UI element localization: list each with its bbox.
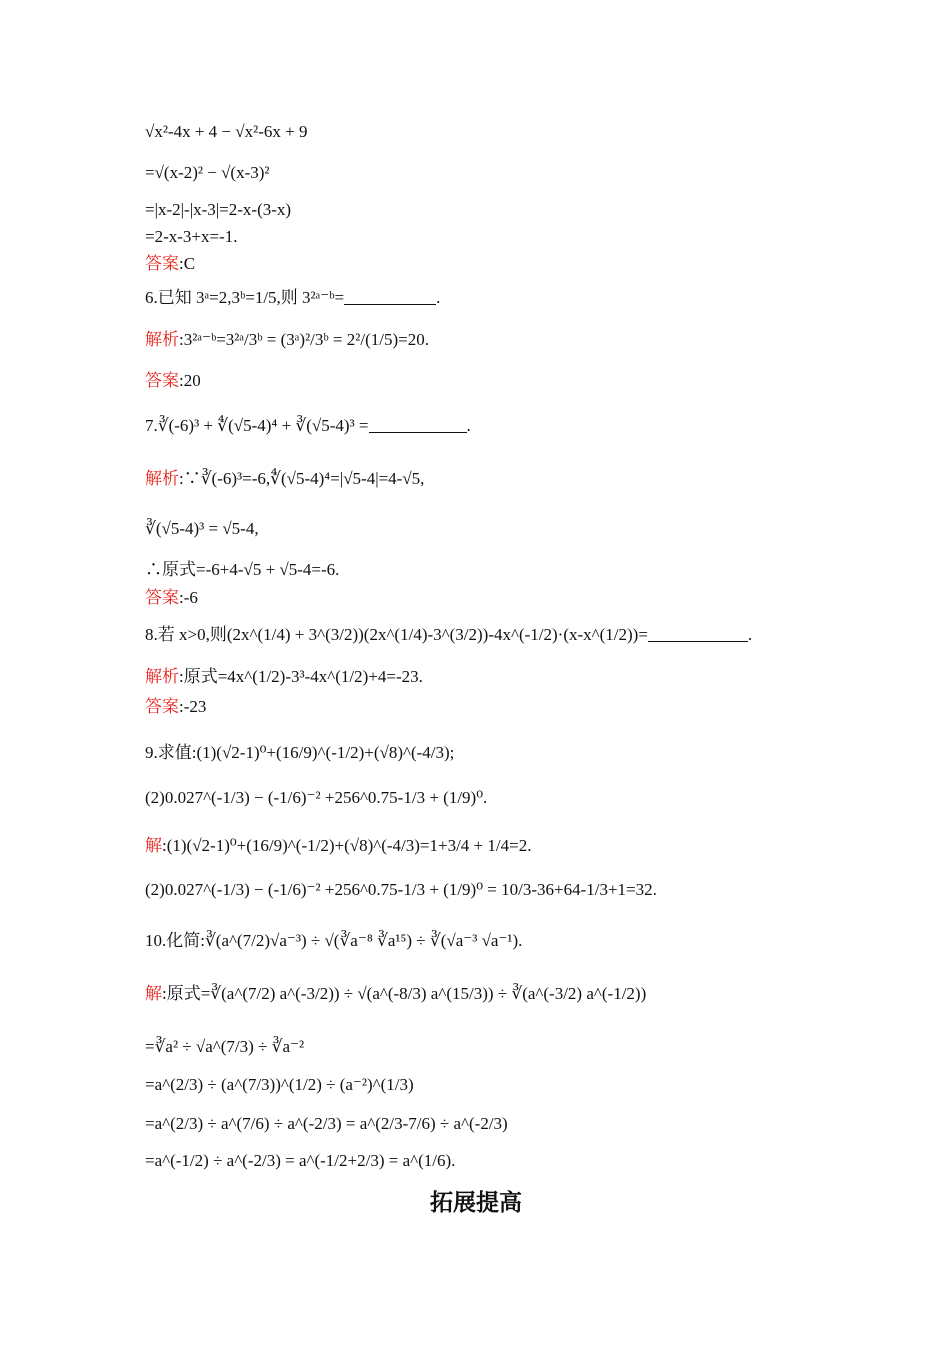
answer-8: 答案:-23 bbox=[145, 697, 207, 716]
question-text: 7.∛(-6)³ + ∜(√5-4)⁴ + ∛(√5-4)³ = bbox=[145, 416, 369, 435]
question-9: 9.求值:(1)(√2-1)⁰+(16/9)^(-1/2)+(√8)^(-4/3); bbox=[145, 743, 455, 762]
answer-blank bbox=[344, 304, 436, 305]
question-9-part2: (2)0.027^(-1/3) − (-1/6)⁻² +256^0.75-1/3 + (1/9)⁰. bbox=[145, 788, 488, 807]
answer-value: -6 bbox=[183, 588, 198, 607]
analysis-label: 解析 bbox=[145, 667, 179, 686]
answer-6: 答案:20 bbox=[145, 371, 201, 390]
line-3: =|x-2|-|x-3|=2-x-(3-x) bbox=[145, 200, 292, 219]
question-text: 6.已知 3ᵃ=2,3ᵇ=1/5,则 3²ᵃ⁻ᵇ= bbox=[145, 288, 345, 307]
question-text: 8.若 x>0,则(2x^(1/4) + 3^(3/2))(2x^(1/4)-3^(3/2))-4x^(-1/2)·(x-x^(1/2))= bbox=[145, 625, 648, 644]
answer-value: 20 bbox=[183, 371, 201, 390]
analysis-8 bbox=[145, 666, 423, 688]
answer-blank bbox=[648, 641, 748, 642]
line-10d: =a^(2/3) ÷ a^(7/6) ÷ a^(-2/3) = a^(2/3-7/6) ÷ a^(-2/3) bbox=[145, 1114, 508, 1133]
line-1: √x²-4x + 4 − √x²-6x + 9 bbox=[145, 122, 308, 141]
line-4: =2-x-3+x=-1. bbox=[145, 227, 238, 246]
line-2: =√(x-2)² − √(x-3)² bbox=[145, 163, 270, 182]
analysis-6 bbox=[145, 329, 429, 351]
section-heading: 拓展提高 bbox=[430, 1190, 522, 1216]
analysis-text: :∵∛(-6)³=-6,∜(√5-4)⁴=|√5-4|=4-√5, bbox=[179, 469, 425, 488]
solution-text: :原式=∛(a^(7/2) a^(-3/2)) ÷ √(a^(-8/3) a^(15/3)) ÷ ∛(a^(-3/2) a^(-1/2)) bbox=[162, 984, 647, 1003]
line-10e: =a^(-1/2) ÷ a^(-2/3) = a^(-1/2+2/3) = a^(1/6). bbox=[145, 1151, 456, 1170]
line-10c: =a^(2/3) ÷ (a^(7/3))^(1/2) ÷ (a⁻²)^(1/3) bbox=[145, 1075, 414, 1094]
answer-5: 答案:C bbox=[145, 254, 196, 273]
question-7: 7.∛(-6)³ + ∜(√5-4)⁴ + ∛(√5-4)³ = . bbox=[145, 416, 471, 435]
analysis-label: 解析 bbox=[145, 469, 179, 488]
analysis-text: :3²ᵃ⁻ᵇ=3²ᵃ/3ᵇ = (3ᵃ)²/3ᵇ = 2²/(1/5)=20. bbox=[179, 330, 429, 349]
solution-9 bbox=[145, 835, 531, 857]
answer-label: 答案 bbox=[145, 254, 179, 273]
line-7b: ∛(√5-4)³ = √5-4, bbox=[145, 519, 259, 538]
solution-label: 解 bbox=[145, 984, 162, 1003]
answer-label: 答案 bbox=[145, 697, 179, 716]
solution-10 bbox=[145, 983, 646, 1005]
question-8: 8.若 x>0,则(2x^(1/4) + 3^(3/2))(2x^(1/4)-3^(3/2))-4x^(-1/2)·(x-x^(1/2))= . bbox=[145, 625, 753, 644]
analysis-7 bbox=[145, 468, 424, 490]
answer-value: C bbox=[183, 254, 196, 273]
line-7c: ∴原式=-6+4-√5 + √5-4=-6. bbox=[145, 560, 340, 579]
analysis-text: :原式=4x^(1/2)-3³-4x^(1/2)+4=-23. bbox=[179, 667, 423, 686]
solution-9-part2: (2)0.027^(-1/3) − (-1/6)⁻² +256^0.75-1/3 + (1/9)⁰ = 10/3-36+64-1/3+1=32. bbox=[145, 880, 657, 899]
answer-7: 答案:-6 bbox=[145, 588, 198, 607]
answer-blank bbox=[369, 432, 467, 433]
analysis-label: 解析 bbox=[145, 330, 179, 349]
question-10: 10.化简:∛(a^(7/2)√a⁻³) ÷ √(∛a⁻⁸ ∛a¹⁵) ÷ ∛(√a⁻³ √a⁻¹). bbox=[145, 931, 523, 950]
solution-label: 解 bbox=[145, 836, 162, 855]
solution-text: :(1)(√2-1)⁰+(16/9)^(-1/2)+(√8)^(-4/3)=1+3/4 + 1/4=2. bbox=[162, 836, 532, 855]
answer-label: 答案 bbox=[145, 371, 179, 390]
line-10b: =∛a² ÷ √a^(7/3) ÷ ∛a⁻² bbox=[145, 1037, 305, 1056]
answer-label: 答案 bbox=[145, 588, 179, 607]
answer-value: -23 bbox=[183, 697, 207, 716]
question-6: 6.已知 3ᵃ=2,3ᵇ=1/5,则 3²ᵃ⁻ᵇ= . bbox=[145, 288, 441, 307]
